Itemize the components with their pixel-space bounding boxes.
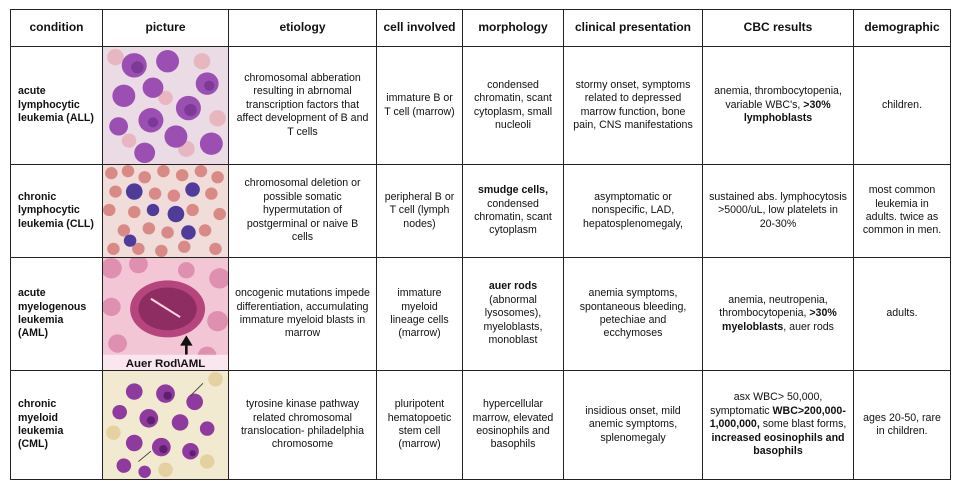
etiology-cell: chromosomal deletion or possible somatic hypermutation of postgerminal or naive B cells	[229, 165, 377, 258]
condition-cell: chronic myeloid leukemia (CML)	[11, 371, 103, 480]
morphology-bold-text: auer rods	[488, 280, 538, 293]
all-blood-smear-image	[103, 47, 228, 164]
cell-involved-cell: immature B or T cell (marrow)	[377, 47, 463, 165]
header-cell-involved: cell involved	[377, 10, 463, 47]
cell-involved-cell: pluripotent hematopoetic stem cell (marrow)	[377, 371, 463, 480]
header-clinical-presentation: clinical presentation	[564, 10, 703, 47]
cbc-results-cell	[703, 258, 854, 371]
cbc-text: anemia, thrombocytopenia, variable WBC's,	[714, 85, 842, 111]
cml-blood-smear-image	[103, 371, 228, 479]
table-row-cll	[11, 165, 951, 258]
condition-cell: chronic lymphocytic leukemia (CLL)	[11, 165, 103, 258]
picture-cell	[103, 258, 229, 371]
cbc-text: , auer rods	[783, 320, 834, 333]
condition-cell: acute myelogenous leukemia (AML)	[11, 258, 103, 371]
header-demographic: demographic	[854, 10, 951, 47]
cbc-bold-text: WBC>200,000-1,000,000,	[709, 404, 846, 431]
etiology-cell: tyrosine kinase pathway related chromosomal translocation- philadelphia chromosome	[229, 371, 377, 480]
clinical-presentation-cell: stormy onset, symptoms related to depressed marrow function, bone pain, CNS manifestations	[564, 47, 703, 165]
picture-cell	[103, 47, 229, 165]
cbc-text: asx WBC> 50,000, symptomatic	[710, 391, 823, 417]
clinical-presentation-cell: asymptomatic or nonspecific, LAD, hepatosplenomegaly,	[564, 165, 703, 258]
morphology-bold-text: smudge cells,	[477, 184, 549, 197]
morphology-cell	[463, 165, 564, 258]
picture-cell	[103, 371, 229, 480]
cll-blood-smear-image	[103, 165, 228, 257]
table-row-cml	[11, 371, 951, 480]
demographic-cell: adults.	[854, 258, 951, 371]
etiology-cell: chromosomal abberation resulting in abrnomal transcription factors that affect development of B and T cells	[229, 47, 377, 165]
header-condition: condition	[11, 10, 103, 47]
morphology-cell	[463, 258, 564, 371]
aml-auer-rod-image	[103, 258, 228, 370]
cell-involved-cell: peripheral B or T cell (lymph nodes)	[377, 165, 463, 258]
cbc-results-cell: sustained abs. lymphocytosis >5000/uL, low platelets in 20-30%	[703, 165, 854, 258]
picture-caption: Auer Rod\AML	[125, 358, 206, 370]
picture-cell	[103, 165, 229, 258]
header-morphology: morphology	[463, 10, 564, 47]
morphology-cell: condensed chromatin, scant cytoplasm, small nucleoli	[463, 47, 564, 165]
leukemia-comparison-table	[10, 9, 951, 480]
demographic-cell: most common leukemia in adults. twice as common in men.	[854, 165, 951, 258]
condition-cell: acute lymphocytic leukemia (ALL)	[11, 47, 103, 165]
header-etiology: etiology	[229, 10, 377, 47]
demographic-cell: children.	[854, 47, 951, 165]
clinical-presentation-cell: anemia symptoms, spontaneous bleeding, petechiae and ecchymoses	[564, 258, 703, 371]
leukemia-comparison-table-wrapper	[10, 9, 951, 480]
morphology-text: condensed chromatin, scant cytoplasm	[474, 197, 552, 237]
clinical-presentation-cell: insidious onset, mild anemic symptoms, splenomegaly	[564, 371, 703, 480]
cbc-text: some blast forms,	[759, 418, 847, 431]
header-cbc-results: CBC results	[703, 10, 854, 47]
table-row-aml	[11, 258, 951, 371]
cbc-results-cell	[703, 47, 854, 165]
cbc-bold-text: >30% lymphoblasts	[743, 98, 831, 125]
table-row-all	[11, 47, 951, 165]
cbc-bold-text: >30% myeloblasts	[722, 307, 837, 333]
cbc-results-cell	[703, 371, 854, 480]
cbc-bold-text: increased eosinophils and basophils	[711, 431, 845, 458]
cbc-text: anemia, neutropenia, thrombocytopenia,	[719, 293, 828, 320]
cell-involved-cell: immature myeloid lineage cells (marrow)	[377, 258, 463, 371]
morphology-text: (abnormal lysosomes), myeloblasts, monoblast	[483, 293, 543, 347]
etiology-cell: oncogenic mutations impede differentiation, accumulating immature myeloid blasts in marrow	[229, 258, 377, 371]
header-picture: picture	[103, 10, 229, 47]
header-row	[11, 10, 951, 47]
demographic-cell: ages 20-50, rare in children.	[854, 371, 951, 480]
morphology-cell: hypercellular marrow, elevated eosinophils and basophils	[463, 371, 564, 480]
